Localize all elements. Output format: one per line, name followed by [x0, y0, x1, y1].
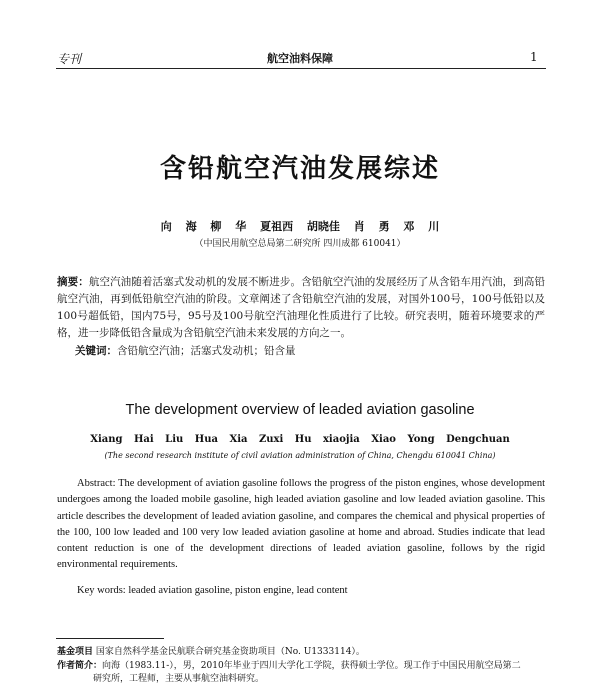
abstract-chinese — [57, 274, 545, 342]
footnote-funding — [57, 644, 545, 657]
footnote-rule — [56, 638, 164, 639]
affiliation-chinese: （中国民用航空总局第二研究所 四川成都 610041） — [194, 239, 406, 249]
paper-title-english: The development overview of leaded aviation gasoline — [125, 402, 475, 418]
author-bio-label: 作者简介： — [57, 661, 103, 671]
page-number: 1 — [530, 50, 538, 64]
author-list-english: Xiang Hai Liu Hua Xia Zuxi Hu xiaojia Xiao Yong Dengchuan — [90, 434, 510, 445]
author-bio-text-continued: 研究所，工程师，主要从事航空油料研究。 — [93, 674, 265, 684]
running-header-label: 专刊 — [57, 52, 82, 66]
keywords-chinese-text: 含铅航空汽油；活塞式发动机；铅含量 — [117, 345, 296, 357]
keywords-english-text: leaded aviation gasoline, piston engine, lead content — [128, 585, 348, 596]
keywords-chinese-label: 关键词： — [75, 345, 117, 357]
keywords-english — [77, 585, 545, 596]
paper-title-chinese: 含铅航空汽油发展综述 — [159, 154, 440, 184]
abstract-chinese-text: 航空汽油随着活塞式发动机的发展不断进步。含铅航空汽油的发展经历了从含铅车用汽油，到高铅航空汽油，再到低铅航空汽油的阶段。文章阐述了含铅航空汽油的发展，对国外100号，100号低铅以及100号超低铅，国内75号，95号及100号航空汽油理化性质进行了比较。研究表明，随着环境要求的严格，进一步降低铅含量成为含铅航空汽油未来发展的方向之一。 — [57, 276, 546, 339]
funding-text: 国家自然科学基金民航联合研究基金资助项目（No. U1333114）。 — [95, 647, 365, 657]
keywords-chinese — [75, 343, 545, 358]
keywords-english-label: Key words: — [77, 585, 126, 596]
funding-label: 基金项目 — [57, 647, 94, 657]
header-rule — [56, 68, 546, 69]
abstract-english-label: Abstract: — [77, 478, 116, 489]
journal-name: 航空油料保障 — [267, 52, 333, 65]
author-list-chinese: 向 海 柳 华 夏祖西 胡晓佳 肖 勇 邓 川 — [160, 220, 440, 233]
abstract-english-text: The development of aviation gasoline follows the progress of the piston engines, whose development undergoes among the loaded mobile gasoline, high leaded aviation gasoline and low leaded aviation gasoline. This article describes the development of leaded aviation gasoline, and compares the chemical and physical properties of the 100, 100 low leaded and 100 very low leaded aviation gasoline at home and abroad. Studies indicate that lead content reduction is one of the development directions of leaded aviation gasoline, follows by the rigid environmental requirements. — [57, 478, 546, 571]
footnote-author-bio — [57, 660, 545, 686]
affiliation-english: (The second research institute of civil aviation administration of China, Chengdu 610041 China) — [104, 451, 496, 460]
abstract-chinese-label: 摘要： — [57, 276, 89, 288]
author-bio-text: 向海（1983.11-），男，2010年毕业于四川大学化工学院，获得硕士学位。现工作于中国民用航空局第二 — [102, 661, 521, 671]
abstract-english — [57, 476, 545, 574]
